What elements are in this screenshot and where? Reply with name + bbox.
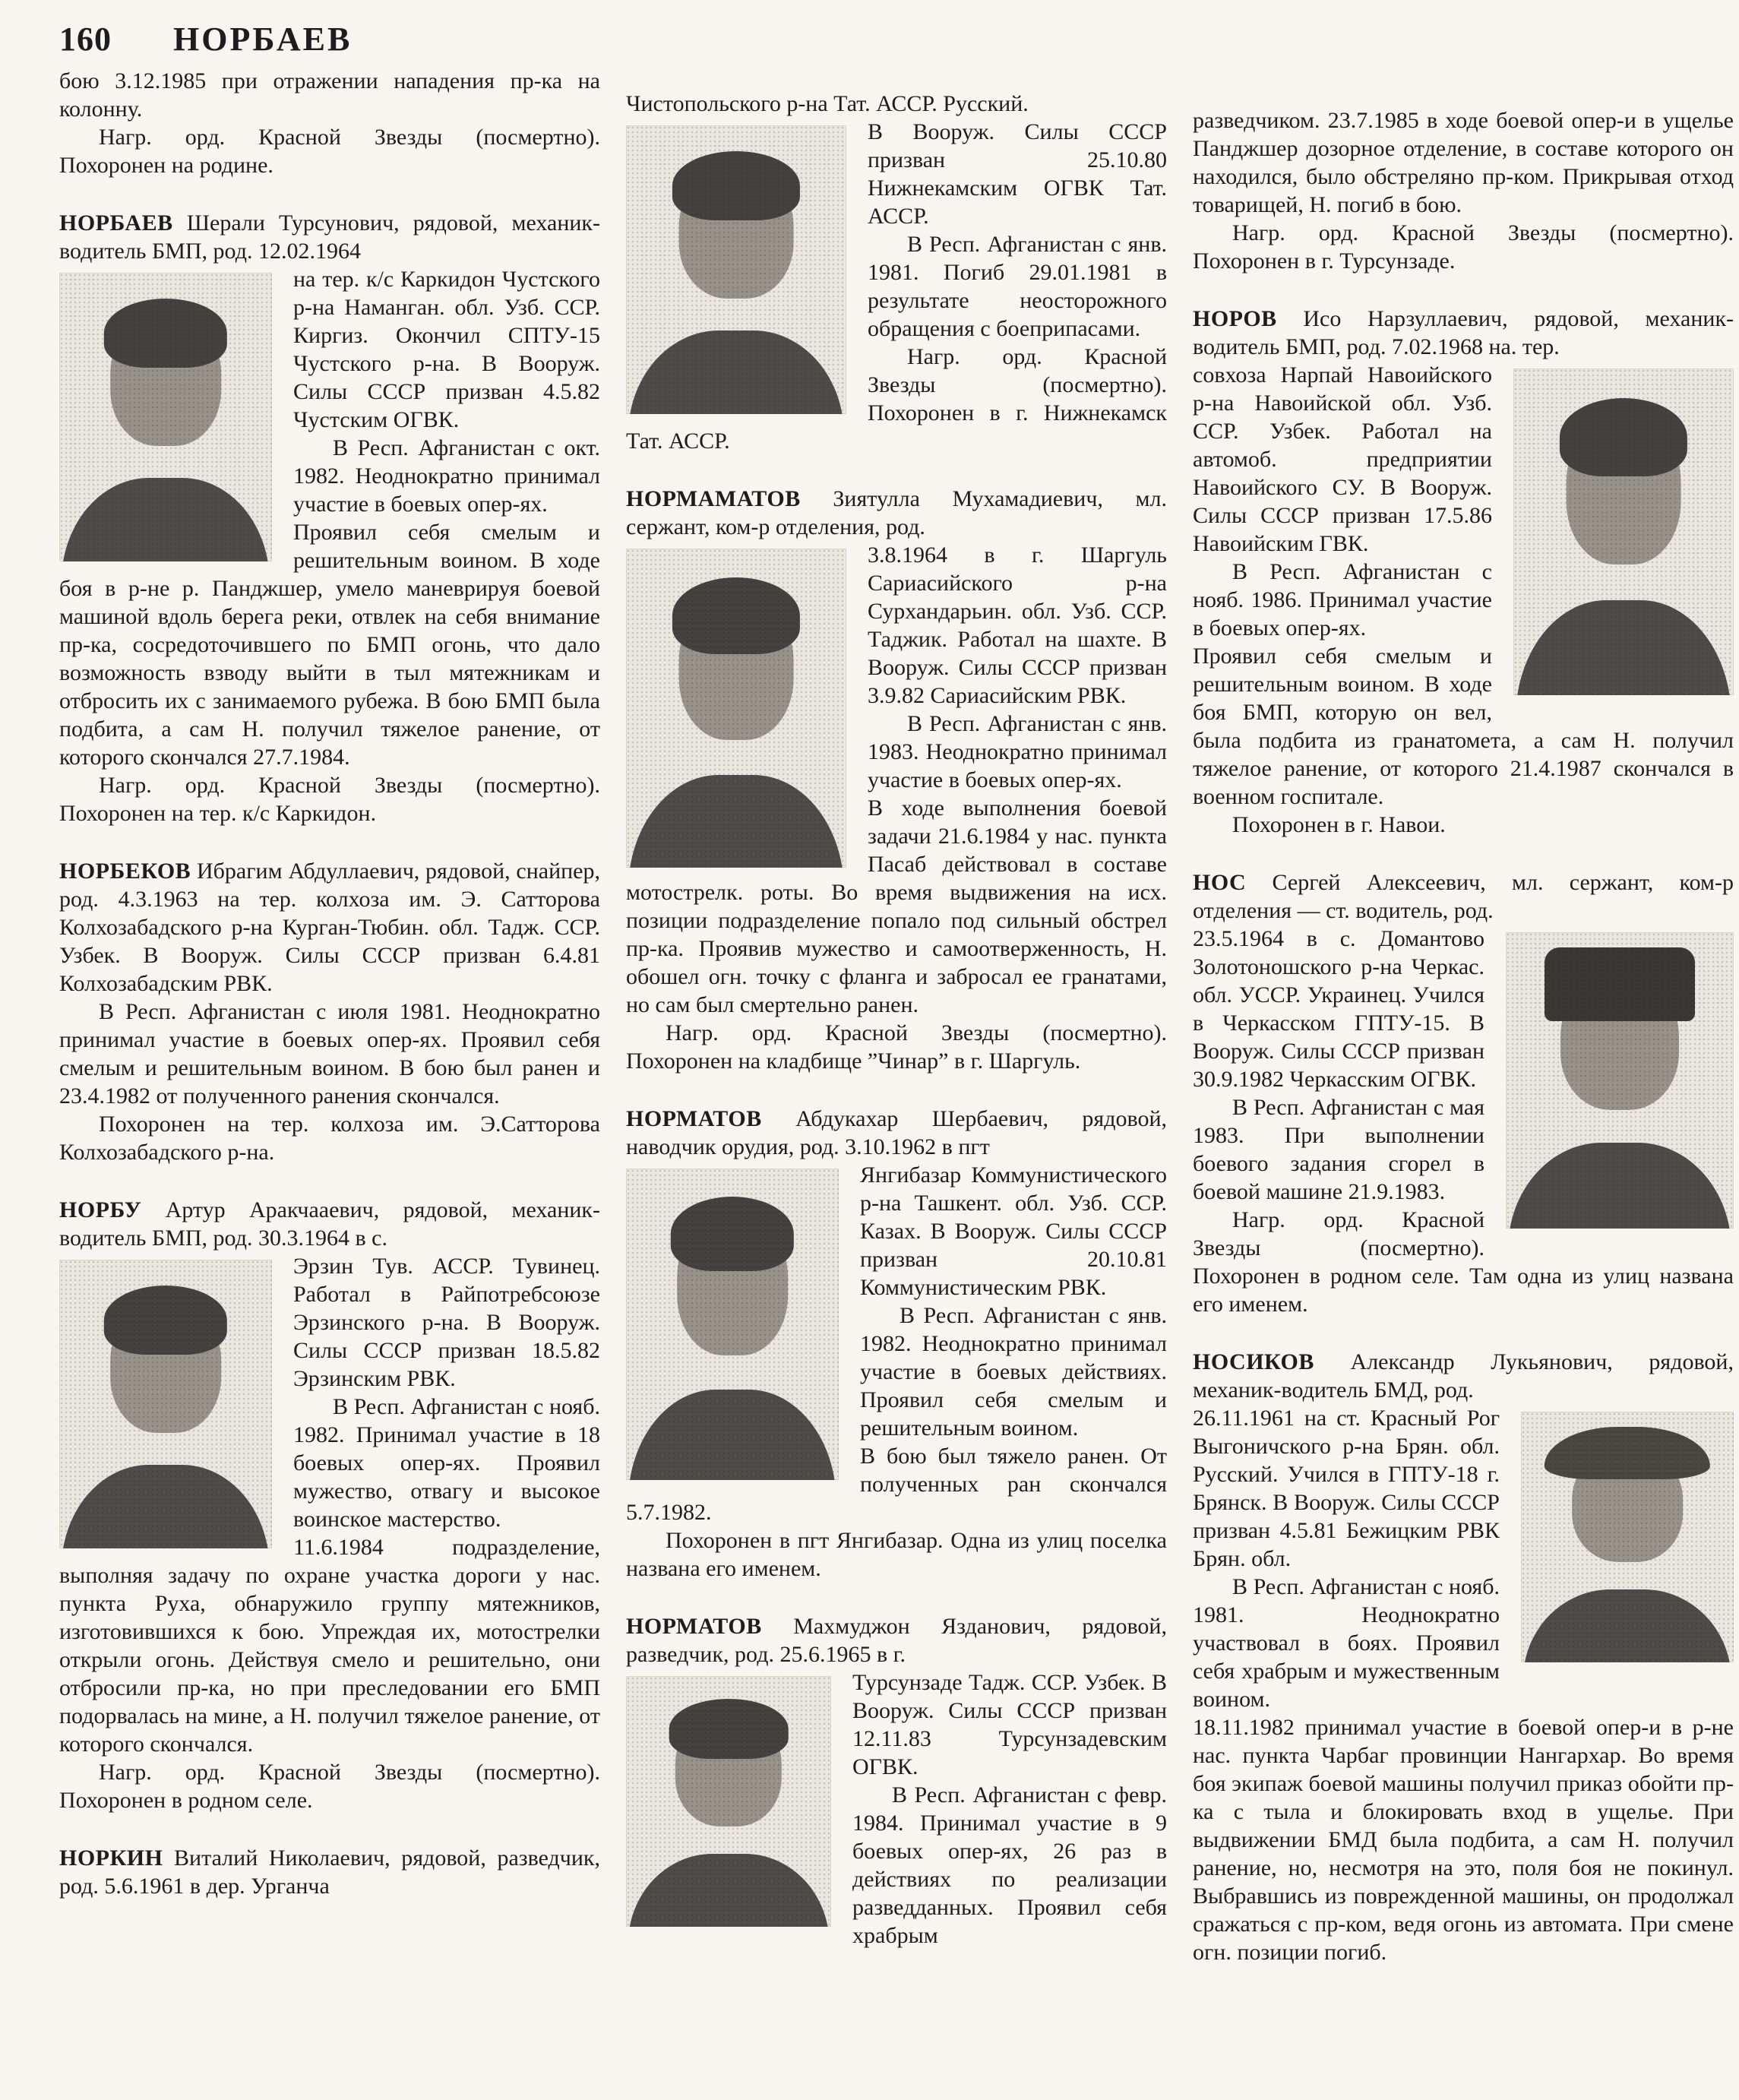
entry-text: В Респ. Афганистан с нояб. 1981. Неоднократно участвовал в боях. Проявил себя храбрым и мужественным воином. [1193, 1574, 1500, 1712]
entry-text: бою 3.12.1985 при отражении нападения пр-ка на колонну. [59, 68, 600, 122]
running-head: НОРБАЕВ [173, 21, 353, 58]
heading-rest: Шерали Турсунович, рядовой, механик-водитель БМП, род. 12.02.1964 [59, 210, 600, 264]
silhouette-head [677, 1212, 788, 1355]
entry-text: Нагр. орд. Красной Звезды (посмертно). Похоронен в родном селе. Там одна из улиц названа его именем. [1193, 1207, 1734, 1317]
entry-text: Нагр. орд. Красной Звезды (посмертно). Похоронен на родине. [59, 125, 600, 178]
entry-text: В Респ. Афганистан с янв. 1982. Неоднократно принимал участие в боевых действиях. Проявил себя смелым и решительным воином. [860, 1303, 1167, 1441]
surname: НОРОВ [1193, 306, 1277, 331]
entry-text: Нагр. орд. Красной Звезды (посмертно). Похоронен на кладбище ”Чинар” в г. Шаргуль. [626, 1020, 1167, 1074]
entry-text: 18.11.1982 принимал участие в боевой опер-и в р-не нас. пункта Чарбаг провинции Нангархар. Во время боя экипаж боевой машины получил приказ обойти пр-ка с тыла и блокировать вход в ущелье. При выдвижении БМД была подбита, а сам Н. получил ранение, но, несмотря на это, поля боя не покинул. Выбравшись из поврежденной машины, он продолжал сражаться с пр-ком, ведя огонь из автомата. При смене огн. позиции погиб. [1193, 1715, 1734, 1965]
entry-text: Чистопольского р-на Тат. АССР. Русский. [626, 91, 1029, 116]
silhouette-hair [672, 151, 800, 220]
heading-rest: Ибрагим Абдуллаевич, рядовой, снайпер, род. 4.3.1963 на тер. колхоза им. Э. Сатторова Колхозабадского р-на Курган-Тюбин. обл. Тадж. ССР. Узбек. В Вооруж. Силы СССР призван 6.4.81 Колхозабадским РВК. [59, 859, 600, 996]
heading-rest: Махмуджон Язданович, рядовой, разведчик, род. 25.6.1965 в г. [626, 1614, 1167, 1667]
entry-body [1193, 925, 1734, 1318]
silhouette-hair [669, 1699, 789, 1759]
entry-text: Проявил себя смелым и решительным воином. В ходе боя в р-не р. Панджшер, умело маневрируя боевой машиной вдоль берега реки, отвлек на себя внимание пр-ка, сосредоточившего по БМП огонь, что дало возможность взводу выйти в тыл мятежникам и отбросить их с занимаемого рубежа. В бою БМП была подбита, а сам Н. получил тяжелое ранение, от которого скончался 27.7.1984. [59, 520, 600, 770]
surname: НОРМАМАТОВ [626, 486, 801, 511]
entry-norkin [59, 1844, 600, 1900]
entry-text: В Респ. Афганистан с янв. 1983. Неоднократно принимал участие в боевых опер-ях. [868, 711, 1167, 792]
entry-heading [626, 1612, 1167, 1668]
column-3 [1193, 67, 1734, 2092]
entry-heading [1193, 868, 1734, 925]
silhouette-torso [628, 330, 844, 414]
entry-text: В бою был тяжело ранен. От полученных ран скончался 5.7.1982. [626, 1444, 1167, 1525]
entry-norov [1193, 305, 1734, 839]
portrait-photo-norbaev [59, 273, 272, 561]
silhouette-head [110, 313, 221, 446]
entry-norbu [59, 1196, 600, 1814]
entry-text: 23.5.1964 в с. Домантово Золотоношского р-на Черкас. обл. УССР. Украинец. Учился в Черкасском ГПТУ-15. В Вооруж. Силы СССР призван 30.9.1982 Черкасским ОГВК. [1193, 926, 1484, 1092]
heading-rest: Александр Лукьянович, рядовой, механик-водитель БМД, род. [1193, 1349, 1734, 1403]
entry-heading [59, 209, 600, 265]
entry-heading [1193, 305, 1734, 361]
silhouette-torso [1523, 1589, 1731, 1662]
entry-text: разведчиком. 23.7.1985 в ходе боевой опер-и в ущелье Панджшер дозорное отделение, в составе которого он находился, было обстреляно пр-ком. Прикрывая отход товарищей, Н. погиб в бою. [1193, 108, 1734, 217]
entry-continuation-norkulov [59, 67, 600, 179]
portrait-photo-normatov-abdukahar [626, 1169, 839, 1480]
silhouette-torso [62, 1465, 270, 1548]
silhouette-torso [1508, 1143, 1731, 1229]
entry-text: 26.11.1961 на ст. Красный Рог Выгоничского р-на Брян. обл. Русский. Учился в ГПТУ-18 г. Брянск. В Вооруж. Силы СССР призван 4.5.81 Бежицким РВК Брян. обл. [1193, 1406, 1500, 1571]
entry-text: совхоза Нарпай Навоийского р-на Навоийской обл. Узб. ССР. Узбек. Работал на автомоб. предприятии Навоийского СУ. В Вооруж. Силы СССР призван 17.5.86 Навоийским ГВК. [1193, 362, 1492, 556]
entry-text: Янгибазар Коммунистического р-на Ташкент. обл. Узб. ССР. Казах. В Вооруж. Силы СССР призван 20.10.81 Коммунистическим РВК. [860, 1162, 1167, 1300]
entry-text: 11.6.1984 подразделение, выполняя задачу по охране участка дороги у нас. пункта Руха, обнаружило группу мятежников, изготовившихся к бою. Упреждая их, мотострелки открыли огонь. Действуя смело и решительно, они отбросили пр-ка, но при преследовании его БМП подорвалась на мине, а Н. получил тяжелое ранение, от которого скончался. [59, 1535, 600, 1757]
entry-text: Эрзин Тув. АССР. Тувинец. Работал в Райпотребсоюзе Эрзинского р-на. В Вооруж. Силы СССР призван 18.5.82 Эрзинским РВК. [293, 1254, 600, 1391]
portrait-photo-normatov-mahmudzhon [626, 1676, 831, 1927]
heading-rest: Сергей Алексеевич, мл. сержант, ком-р отделения — ст. водитель, род. [1193, 870, 1734, 923]
silhouette-head [110, 1300, 221, 1433]
entry-text: В Респ. Афганистан с нояб. 1982. Принимал участие в 18 боевых опер-ях. Проявил мужество, отвагу и высокое воинское мастерство. [293, 1394, 600, 1532]
entry-text: 3.8.1964 в г. Шаргуль Сариасийского р-на Сурхандарьин. обл. Узб. ССР. Таджик. Работал на шахте. В Вооруж. Силы СССР призван 3.9.82 Сариасийским РВК. [868, 542, 1167, 708]
portrait-photo-norkin [626, 125, 846, 414]
portrait-photo-norbu [59, 1260, 272, 1548]
silhouette-head [1572, 1447, 1683, 1562]
entry-text: на тер. к/с Каркидон Чустского р-на Наманган. обл. Узб. ССР. Киргиз. Окончил СПТУ-15 Чустского р-на. В Вооруж. Силы СССР призван 4.5.82 Чустским ОГВК. [293, 267, 600, 432]
silhouette-head [679, 166, 794, 299]
entry-body [1193, 361, 1734, 839]
entry-text: Проявил себя смелым и решительным воином. В ходе боя БМП, которую он вел, была подбита из гранатомета, а сам Н. получил тяжелое ранение, от которого 21.4.1987 скончался в военном госпитале. [1193, 644, 1734, 809]
column-2 [626, 67, 1167, 2092]
entry-text: В Вооруж. Силы СССР призван 25.10.80 Нижнекамским ОГВК Тат. АССР. [868, 119, 1167, 229]
entry-text: Нагр. орд. Красной Звезды (посмертно). Похоронен в г. Нижнекамск Тат. АССР. [626, 344, 1167, 454]
entry-norbaev [59, 209, 600, 827]
entry-text: Турсунзаде Тадж. ССР. Узбек. В Вооруж. Силы СССР призван 12.11.83 Турсунзадевским ОГВК. [852, 1670, 1167, 1779]
surname: НОРБАЕВ [59, 210, 173, 236]
portrait-photo-normamatov [626, 549, 846, 868]
silhouette-head [675, 1711, 782, 1826]
entry-nosikov [1193, 1348, 1734, 1966]
silhouette-hair [672, 577, 800, 654]
entry-heading [1193, 1348, 1734, 1404]
silhouette-hair [1560, 398, 1687, 476]
portrait-photo-nosikov [1521, 1412, 1734, 1662]
portrait-photo-norov [1513, 368, 1734, 695]
entry-text: В Респ. Афганистан с окт. 1982. Неоднократно принимал участие в боевых опер-ях. [293, 435, 600, 517]
silhouette-hair [671, 1197, 794, 1271]
entry-text: В ходе выполнения боевой задачи 21.6.1984 у нас. пункта Пасаб действовал в составе мотострелк. роты. Во время выдвижения на исх. позиции подразделение попало под сильный обстрел пр-ка. Проявив мужество и самоотверженность, Н. обошел огн. точку с фланга и забросал ее гранатами, но сам был смертельно ранен. [626, 795, 1167, 1017]
silhouette-hair [104, 1286, 227, 1355]
entry-body [59, 265, 600, 827]
surname: НОРМАТОВ [626, 1614, 762, 1639]
entry-text: Нагр. орд. Красной Звезды (посмертно). Похоронен на тер. к/с Каркидон. [59, 773, 600, 826]
entry-heading [59, 1844, 600, 1900]
silhouette-head [1567, 414, 1681, 565]
entry-heading [59, 1196, 600, 1252]
entry-text: Нагр. орд. Красной Звезды (посмертно). Похоронен в родном селе. [59, 1760, 600, 1813]
entry-heading [59, 857, 600, 998]
silhouette-torso [1516, 600, 1731, 695]
entry-text: Похоронен в пгт Янгибазар. Одна из улиц поселка названа его именем. [626, 1528, 1167, 1581]
silhouette-head [679, 593, 794, 740]
heading-rest: Исо Нарзуллаевич, рядовой, механик-водитель БМП, род. 7.02.1968 на. тер. [1193, 306, 1734, 359]
entry-text: Похоронен в г. Навои. [1232, 812, 1446, 837]
entry-heading [626, 1105, 1167, 1161]
surname: НОРБЕКОВ [59, 859, 191, 884]
surname: НОРБУ [59, 1197, 142, 1222]
portrait-photo-nos [1506, 932, 1734, 1229]
entry-text: Нагр. орд. Красной Звезды (посмертно). Похоронен в г. Турсунзаде. [1193, 220, 1734, 274]
surname: НОСИКОВ [1193, 1349, 1314, 1374]
entry-continuation-norkin [626, 90, 1167, 455]
silhouette-torso [628, 775, 844, 868]
entry-body [626, 118, 1167, 455]
peaked-cap [1545, 1427, 1710, 1479]
heading-rest: Абдукахар Шербаевич, рядовой, наводчик орудия, род. 3.10.1962 в пгт [626, 1106, 1167, 1159]
entry-text: В Респ. Афганистан с нояб. 1986. Принимал участие в боевых опер-ях. [1193, 559, 1492, 640]
entry-normatov-mahmudzhon [626, 1612, 1167, 1950]
column-1 [59, 67, 600, 2092]
entry-body [59, 1252, 600, 1814]
entry-text: Похоронен на тер. колхоза им. Э.Сатторова Колхозабадского р-на. [59, 1112, 600, 1165]
entry-nos [1193, 868, 1734, 1318]
entry-body [626, 1668, 1167, 1950]
fur-hat [1545, 947, 1695, 1022]
entry-body [1193, 1404, 1734, 1966]
entry-norbekov [59, 857, 600, 1166]
page-header [59, 20, 352, 59]
entry-text: В Респ. Афганистан с июля 1981. Неоднократно принимал участие в боевых опер-ях. Проявил себя смелым и решительным воином. В бою был ранен и 23.4.1982 от полученного ранения скончался. [59, 999, 600, 1109]
silhouette-hair [104, 299, 227, 368]
entry-continuation-normatov [1193, 106, 1734, 275]
surname: НОС [1193, 870, 1247, 895]
silhouette-torso [628, 1854, 830, 1927]
silhouette-torso [62, 478, 270, 561]
entry-normamatov [626, 485, 1167, 1075]
entry-body [626, 1161, 1167, 1583]
entry-heading [626, 485, 1167, 541]
entry-normatov-abdukahar [626, 1105, 1167, 1583]
surname: НОРКИН [59, 1845, 163, 1871]
entry-text: В Респ. Афганистан с янв. 1981. Погиб 29.01.1981 в результате неосторожного обращения с боеприпасами. [868, 232, 1167, 341]
silhouette-head [1560, 974, 1679, 1110]
heading-rest: Артур Аракчааевич, рядовой, механик-водитель БМП, род. 30.3.1964 в с. [59, 1197, 600, 1251]
surname: НОРМАТОВ [626, 1106, 762, 1131]
entry-text: В Респ. Афганистан с февр. 1984. Принимал участие в 9 боевых опер-ях, 26 раз в действиях по реализации разведданных. Проявил себя храбрым [852, 1782, 1167, 1948]
entry-text: В Респ. Афганистан с мая 1983. При выполнении боевого задания сгорел в боевой машине 21.9.1983. [1193, 1095, 1484, 1204]
entry-body [626, 541, 1167, 1075]
silhouette-torso [628, 1390, 836, 1480]
page-number: 160 [59, 21, 112, 58]
heading-rest: Виталий Николаевич, рядовой, разведчик, род. 5.6.1961 в дер. Урганча [59, 1845, 600, 1899]
heading-rest: Зиятулла Мухамадиевич, мл. сержант, ком-р отделения, род. [626, 486, 1167, 539]
